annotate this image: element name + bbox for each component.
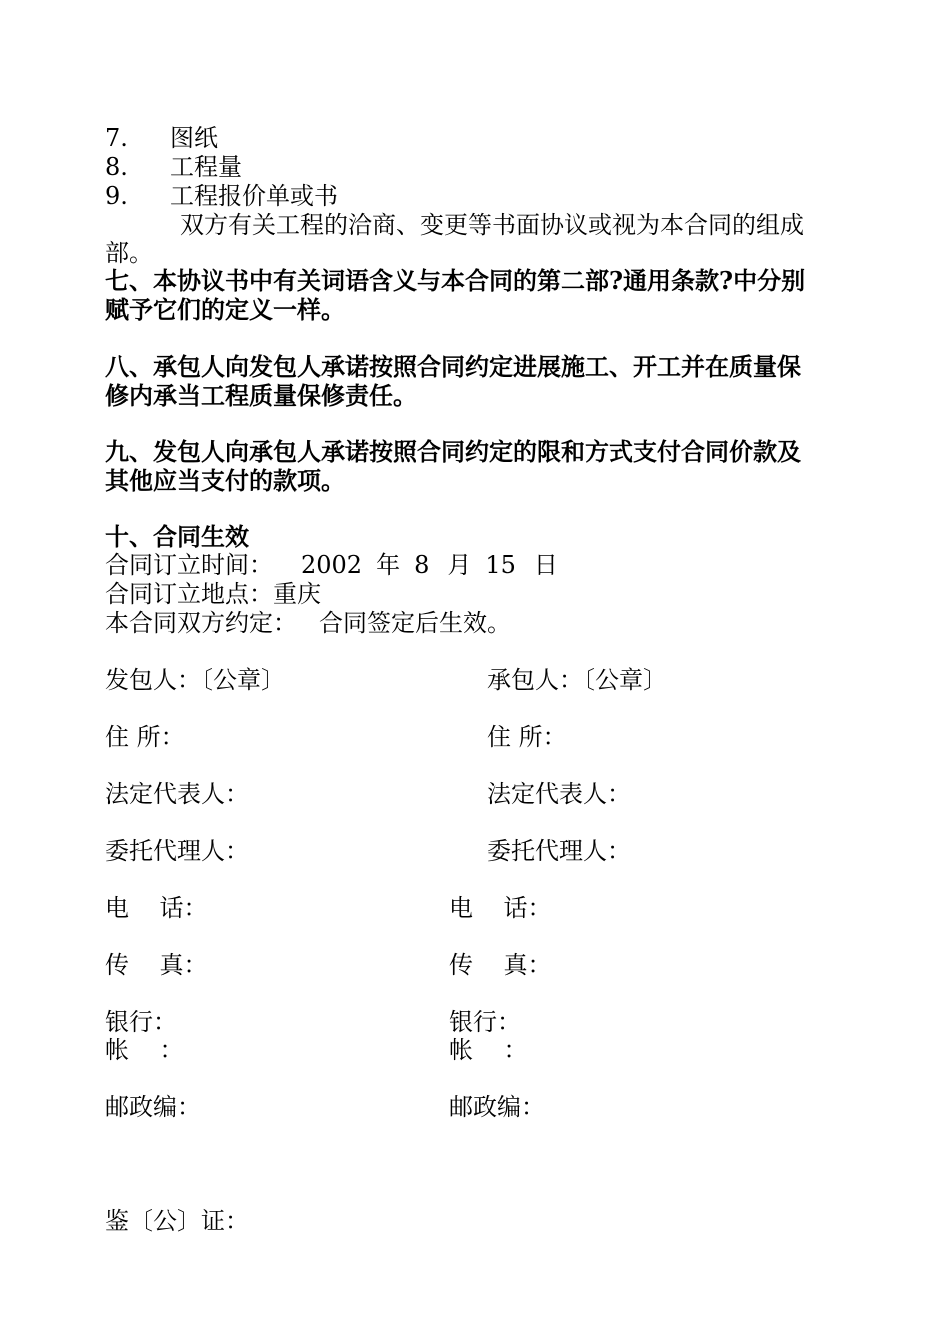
contract-agreement-line (105, 609, 511, 637)
employer-phone-label: 电 话： (105, 894, 208, 922)
contractor-legal-rep-label: 法定代表人： (487, 780, 631, 808)
list-number: 9. (105, 182, 128, 210)
note-line-1: 双方有关工程的洽商、变更等书面协议或视为本合同的组成 (180, 211, 804, 239)
list-text: 工程量 (170, 153, 242, 181)
list-text: 图纸 (170, 124, 218, 152)
year-unit: 年 (376, 551, 401, 579)
employer-agent-label: 委托代理人： (105, 837, 249, 865)
day-unit: 日 (533, 551, 558, 579)
contract-time-label: 合同订立时间： (105, 551, 273, 579)
contractor-address-label: 住 所： (487, 723, 567, 751)
contract-year: 2002 (301, 551, 363, 579)
contract-month: 8 (414, 551, 430, 579)
clause-10-title: 十、合同生效 (105, 522, 249, 551)
clause-7-line-1: 七、本协议书中有关词语含义与本合同的第二部?通用条款?中分别 (105, 266, 806, 295)
clause-9-line-1: 九、发包人向承包人承诺按照合同约定的限和方式支付合同价款及 (105, 437, 801, 466)
clause-8-line-2: 修内承当工程质量保修责任。 (105, 381, 417, 410)
note-line-2: 部。 (105, 239, 153, 267)
contract-day: 15 (485, 551, 516, 579)
contractor-postcode-label: 邮政编： (449, 1093, 545, 1121)
list-number: 7. (105, 124, 128, 152)
list-item (105, 153, 242, 181)
contract-time-line (105, 551, 558, 579)
employer-seal-label: 发包人：〔公章〕 (105, 666, 285, 694)
employer-bank-label: 银行： (105, 1008, 177, 1036)
contract-place: 重庆 (273, 580, 321, 608)
list-item (105, 124, 218, 152)
employer-fax-label: 传 真： (105, 951, 208, 979)
month-unit: 月 (447, 551, 472, 579)
clause-8-line-1: 八、承包人向发包人承诺按照合同约定进展施工、开工并在质量保 (105, 352, 801, 381)
contract-place-label: 合同订立地点： (105, 580, 273, 608)
employer-account-label: 帐 ： (105, 1036, 184, 1064)
employer-address-label: 住 所： (105, 723, 185, 751)
clause-9-line-2: 其他应当支付的款项。 (105, 466, 345, 495)
clause-7-line-2: 赋予它们的定义一样。 (105, 295, 345, 324)
list-number: 8. (105, 153, 128, 181)
contractor-account-label: 帐 ： (449, 1036, 528, 1064)
contract-agreement: 合同签定后生效。 (319, 609, 511, 637)
contractor-seal-label: 承包人：〔公章〕 (487, 666, 667, 694)
employer-postcode-label: 邮政编： (105, 1093, 201, 1121)
contractor-bank-label: 银行： (449, 1008, 521, 1036)
notary-label: 鉴〔公〕证： (105, 1207, 249, 1235)
contract-agreement-label: 本合同双方约定： (105, 609, 297, 637)
contractor-fax-label: 传 真： (449, 951, 552, 979)
contract-place-line (105, 580, 321, 608)
contractor-phone-label: 电 话： (449, 894, 552, 922)
contractor-agent-label: 委托代理人： (487, 837, 631, 865)
employer-legal-rep-label: 法定代表人： (105, 780, 249, 808)
list-text: 工程报价单或书 (170, 182, 338, 210)
list-item (105, 182, 338, 210)
